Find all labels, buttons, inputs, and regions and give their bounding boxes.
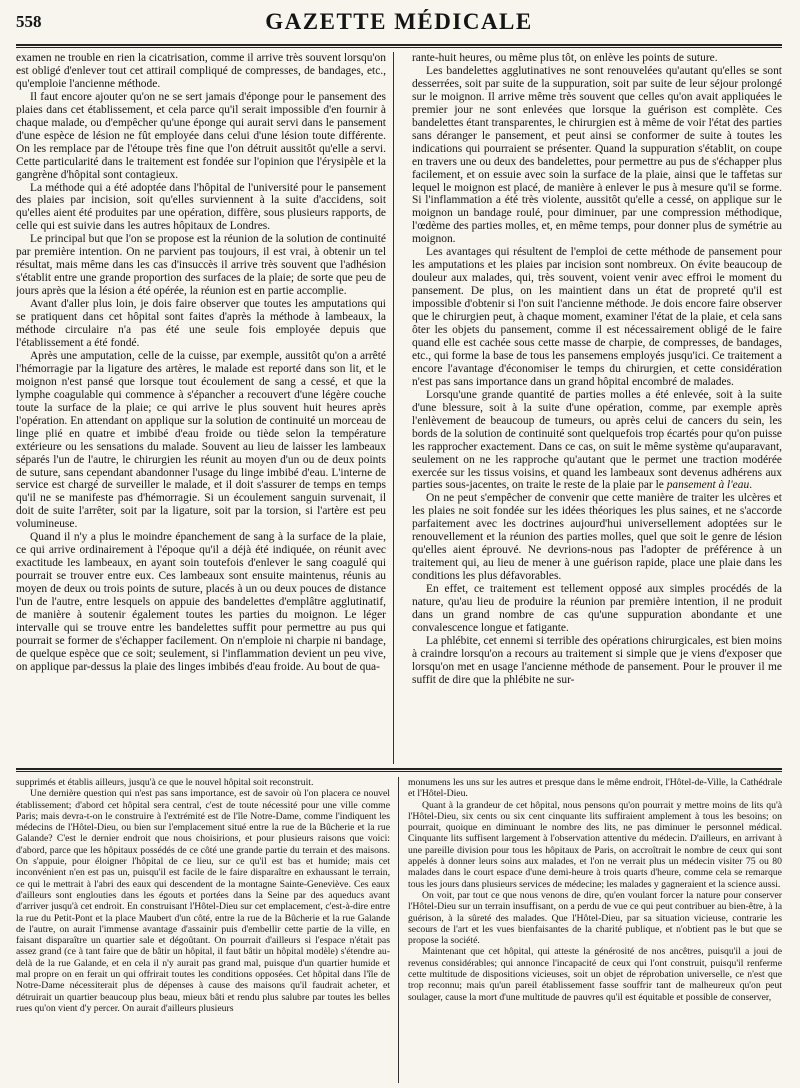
upper-left-column	[16, 52, 386, 764]
paragraph: monumens les uns sur les autres et presque dans le même endroit, l'Hôtel-de-Ville, la Cathédrale et l'Hôtel-Dieu.	[408, 777, 782, 800]
upper-article	[16, 52, 782, 764]
paragraph: examen ne trouble en rien la cicatrisation, comme il arrive très souvent lorsqu'on est obligé d'enlever tout cet attirail compliqué de compresses, de bandages, etc., qu'emploie l'ancienne méthode.	[16, 52, 386, 90]
paragraph: Après une amputation, celle de la cuisse, par exemple, aussitôt qu'on a arrêté l'hémorragie par la ligature des artères, le malade est reporté dans son lit, et le moignon n'est pansé que lorsque tout écoulement de sang a cessé, et que la lymphe coagulable qui commence à s'épancher a recouvert d'une légère couche toute la surface de la plaie; ce qui arrive le plus souvent huit heures après l'opération. En attendant on applique sur la solution de continuité un morceau de linge plié en quatre et imbibé d'eau froide ou tiède selon la température extérieure ou les sensations du malade. Souvent au lieu de laisser les lambeaux séparés l'un de l'autre, le chirurgien les réunit au moyen d'un ou de deux points de suture, sans cependant abandonner l'usage du linge imbibé d'eau. L'interne de service est chargé de surveiller le malade, et il doit s'assurer de temps en temps qu'il ne se manifeste pas d'hémorragie. Si un écoulement sanguin survenait, il doit de suite l'arrêter, soit par la ligature, soit par la torsion, si l'artère est peu volumineuse.	[16, 349, 386, 531]
header-rule	[16, 44, 782, 46]
column-divider	[398, 777, 399, 1083]
masthead-title: GAZETTE MÉDICALE	[265, 9, 533, 34]
page-header	[16, 9, 782, 36]
paragraph: On ne peut s'empêcher de convenir que cette manière de traiter les ulcères et les plaies ne soit fondée sur les idées théoriques les plus saines, et ne s'accorde parfaitement avec les doctrines aujourd'hui universellement adoptées sur le renouvellement et la réunion des parties molles, quel que soit le genre de lésion qu'elles aient éprouvé. Ne devrions-nous pas l'adopter de préférence à un traitement qui, au lieu de mener à une guérison rapide, place une plaie dans les conditions les plus défavorables.	[412, 492, 782, 583]
column-divider	[393, 52, 394, 764]
paragraph: La méthode qui a été adoptée dans l'hôpital de l'université pour le pansement des plaies par incision, soit qu'elles surviennent à la suite d'accidens, soit qu'elles aient été produites par une opération, diffère, sous plusieurs rapports, de celle qui est suivie dans les autres hôpitaux de Londres.	[16, 181, 386, 233]
paragraph: Le principal but que l'on se propose est la réunion de la solution de continuité par première intention. On ne parvient pas toujours, il est vrai, à obtenir un tel résultat, mais même dans les cas d'insuccès il arrive très souvent que l'adhésion s'établit entre une grande proportion des surfaces de la plaie; de sorte que peu de jours après que la lésion a été opérée, la réunion est en partie accomplie.	[16, 233, 386, 298]
page-number: 558	[16, 12, 42, 31]
section-rule	[16, 768, 782, 770]
header-rule-thin	[16, 47, 782, 48]
paragraph: Lorsqu'une grande quantité de parties molles a été enlevée, soit à la suite d'une blessure, soit à la suite d'une opération, comme, par exemple après l'enlèvement de beaucoup de tumeurs, ou après celui de cancers du sein, les bords de la solution de continuité sont quelquefois trop écartés pour qu'on puisse les rapprocher exactement. Dans ce cas, on suit le même système qu'auparavant, seulement on ne les rapproche qu'autant que le permet une traction modérée exercée sur les tissus voisins, et quand les lambeaux sont devenus adhérens aux parties sous-jacentes, on traite le reste de la plaie par le pansement à l'eau.	[412, 388, 782, 492]
italic-term: pansement à l'eau	[666, 479, 750, 492]
lower-right-column	[408, 777, 782, 1083]
paragraph: Les avantages qui résultent de l'emploi de cette méthode de pansement pour les amputations et les plaies par incision sont nombreux. On évite beaucoup de douleur aux malades, qui, très souvent, voient venir avec effroi le moment du pansement. De plus, on les maintient dans un état de propreté qu'il est impossible d'obtenir si l'on suit l'ancienne méthode. Je dois encore faire observer que le chirurgien peut, à chaque moment, examiner l'état de la plaie, et cela sans ôter les objets du pansement, comme il est nécessairement obligé de le faire quand elle est cachée sous cette masse de charpie, de compresses, de bandages, etc., qui forme la base de tous les pansemens employés jusqu'ici. Ce traitement a encore l'avantage d'économiser le temps du chirurgien, et cette considération n'est pas sans importance dans un grand hôpital encombré de malades.	[412, 246, 782, 388]
paragraph: Quant à la grandeur de cet hôpital, nous pensons qu'on pourrait y mettre moins de lits qu'à l'Hôtel-Dieu, six cents ou six cent cinquante lits suffiraient amplement à tous les besoins; on pourrait, quoique en diminuant le nombre des lits, ne pas diminuer le personnel médical. Cinquante lits suffisent largement à l'observation attentive du médecin. D'ailleurs, en arrivant à une pareille division pour tous les hôpitaux de Paris, on accroîtrait le nombre de ceux qui sont appelés à donner leurs soins aux malades, et l'on ne verrait plus un médecin visiter 75 ou 80 malades dans le court espace d'une demi-heure à trois quarts d'heure, comme cela se remarque tous les jours dans plusieurs services de médecine; les malades y gagneraient et la science aussi.	[408, 799, 782, 890]
paragraph: Les bandelettes agglutinatives ne sont renouvelées qu'autant qu'elles se sont desserrées, soit par suite de la suppuration, soit par suite de leur séjour prolongé sur le moignon. Il arrive même très souvent que celles qu'on avait appliquées le premier jour ne sont enlevées que lorsque la guérison est complète. Ces bandelettes étant transparentes, le chirurgien est à même de voir l'état des parties sans déranger le pansement, et peut ainsi se conformer de suite à toutes les indications qui pourraient se présenter. Quand la suppuration s'établit, on coupe en travers une ou deux des bandelettes, pour permettre au pus de s'échapper plus facilement, et on essuie avec soin la surface de la plaie, ainsi que le taffetas sur lequel le moignon est placé, de manière à enlever le pus à mesure qu'il se forme. Si l'inflammation a été très violente, aussitôt qu'elle a cessé, on applique sur le moignon un bandage roulé, pour diminuer, par une compression méthodique, l'œdème des parties molles, et, en même temps, pour donner plus de symétrie au moignon.	[412, 64, 782, 246]
paragraph: rante-huit heures, ou même plus tôt, on enlève les points de suture.	[412, 52, 718, 64]
paragraph: Une dernière question qui n'est pas sans importance, est de savoir où l'on placera ce nouvel établissement; d'abord cet hôpital sera central, c'est de toute nécessité pour une ville comme Paris; mais devra-t-on le construire à l'extrémité est de l'île Notre-Dame, comme l'indiquent les médecins de l'Hôtel-Dieu, ou bien sur l'emplacement situé entre la rue de la Bûcherie et la rue Galande? C'est le dernier endroit que nous choisirions, et pour plusieurs raisons que voici: d'abord, parce que les hôpitaux possédés de ce côté une grande partie du terrain et des maisons. On s'appuie, pour éloigner l'hôpital de ce lieu, sur ce qu'il est bas et humide; mais cet inconvénient n'en est pas un, puisqu'il est facile de le faire disparaître en exhaussant le terrain, ce qui le mettrait à l'abri des eaux qui descendent de la montagne Sainte-Geneviève. Ces eaux d'ailleurs sont englouties dans les égouts et portées dans la Seine par des aqueducs avant d'arriver jusqu'à cet endroit. En construisant l'Hôtel-Dieu sur cet emplacement, c'est-à-dire entre la rue du Petit-Pont et la place Maubert d'un côté, entre la rue de la Bûcherie et la rue Galande de l'autre, on aurait l'immense avantage d'assainir puis d'embellir cette partie de la ville, en faisant disparaître un quartier sale et dégoûtant. On pourrait d'ailleurs si l'espace n'était pas assez grand (ce à tant faire que de bâtir un hôpital, il faut bâtir un hôpital modèle) s'étendre au-delà de la rue Galande, et en cela il n'y aurait pas grand mal, puisque d'un quartier humide et mal propre on en ferait un qui offrirait toutes les conditions opposées. Cet hôpital dans l'île de Notre-Dame nécessiterait plus de dépenses à cause des maisons qu'il faudrait acheter, et détruirait un quartier beaucoup plus beau, mieux bâti et rendu plus salubre par toutes les belles rues qu'on vient d'y percer. On aurait d'ailleurs plusieurs	[16, 788, 390, 1014]
paragraph: Avant d'aller plus loin, je dois faire observer que toutes les amputations qui se pratiquent dans cet hôpital sont faites d'après la méthode à lambeaux, la méthode circulaire n'a pas été une seule fois employée depuis que l'établissement a été fondé.	[16, 298, 386, 349]
paragraph: En effet, ce traitement est tellement opposé aux simples procédés de la nature, qu'au lieu de produire la réunion par première intention, il ne produit dans un grand nombre de cas qu'une suppuration abondante et une convalescence longue et fatigante.	[412, 583, 782, 634]
upper-right-column	[412, 52, 782, 764]
paragraph: On voit, par tout ce que nous venons de dire, qu'en voulant forcer la nature pour conserver l'Hôtel-Dieu sur un terrain insuffisant, on a perdu de vue ce qui peut contribuer au bien-être, à la guérison, à la sûreté des malades. Que l'Hôtel-Dieu, par sa situation vicieuse, contrarie les secours de l'art et les vues bienfaisantes de la charité publique, et n'obtient pas le but que se propose la société.	[408, 889, 782, 947]
paragraph: Maintenant que cet hôpital, qui atteste la générosité de nos ancêtres, puisqu'il a joui de revenus considérables; qui annonce l'incapacité de ceux qui l'ont construit, puisqu'il renferme cette multitude de dispositions vicieuses, soit un objet de réprobation universelle, ce n'est que trop reconnu; mais qu'un pareil établissement fasse souffrir tant de malheureux qu'on peut soulager, cause la mort d'une multitude de pauvres qu'il est équitable et possible de conserver,	[408, 946, 782, 1003]
paragraph: Il faut encore ajouter qu'on ne se sert jamais d'éponge pour le pansement des plaies dans cet établissement, et cela parce qu'il serait impossible d'en fournir à chaque malade, ou d'empêcher qu'une éponge qui aurait servi dans le pansement d'une espèce de lésion ne fût employée dans celui d'une lésion toute différente. On les remplace par de l'étoupe très fine que l'on détruit aussitôt qu'elle a servi. Cette particularité dans le traitement est fondée sur l'opinion que l'érysipèle et la gangrène d'hôpital sont contagieux.	[16, 90, 386, 181]
lower-article	[16, 777, 782, 1083]
paragraph-text: Lorsqu'une grande quantité de parties molles a été enlevée, soit à la suite d'une blessure, soit à la suite d'une opération, comme, par exemple après l'enlèvement de beaucoup de tumeurs, ou après celui de cancers du sein, les bords de la solution de continuité sont quelquefois trop écartés pour qu'on puisse les rapprocher exactement. Dans ce cas, on suit le même système qu'auparavant, seulement on ne les rapproche qu'autant que le permet une traction modérée exercée sur les tissus voisins, et quand les lambeaux sont devenus adhérens aux parties sous-jacentes, on traite le reste de la plaie par le	[412, 388, 782, 492]
paragraph: La phlébite, cet ennemi si terrible des opérations chirurgicales, est bien moins à craindre lorsqu'on a recours au traitement si simple que je viens d'exposer que lorsqu'on met en usage l'ancienne méthode de pansement. Pour le prouver il me suffit de dire que la phlébite ne sur-	[412, 634, 782, 686]
paragraph: Quand il n'y a plus le moindre épanchement de sang à la surface de la plaie, ce qui arrive ordinairement à l'époque qu'il a déjà été indiquée, on réunit avec exactitude les lambeaux, en ayant soin toutefois d'enlever le sang coagulé qui pourrait se trouver entre eux. Ces lambeaux sont ensuite maintenus, réunis au moyen de deux ou trois points de suture, placés à un ou deux pouces de distance l'un de l'autre, entre lesquels on appuie des bandelettes d'emplâtre agglutinatif, de manière à soutenir également toutes les parties du moignon. Le léger intervalle qui se trouve entre les bandelettes suffit pour permettre au pus qui pourrait se former de s'échapper facilement. On n'emploie ni charpie ni bandage, de quelque espèce que ce soit; seulement, si l'inflammation devient un peu vive, on applique par-dessus la plaie des linges imbibés d'eau froide. Au bout de qua-	[16, 531, 386, 673]
section-rule-thin	[16, 771, 782, 772]
lower-left-column	[16, 777, 390, 1083]
paragraph: supprimés et établis ailleurs, jusqu'à ce que le nouvel hôpital soit reconstruit.	[16, 777, 314, 788]
